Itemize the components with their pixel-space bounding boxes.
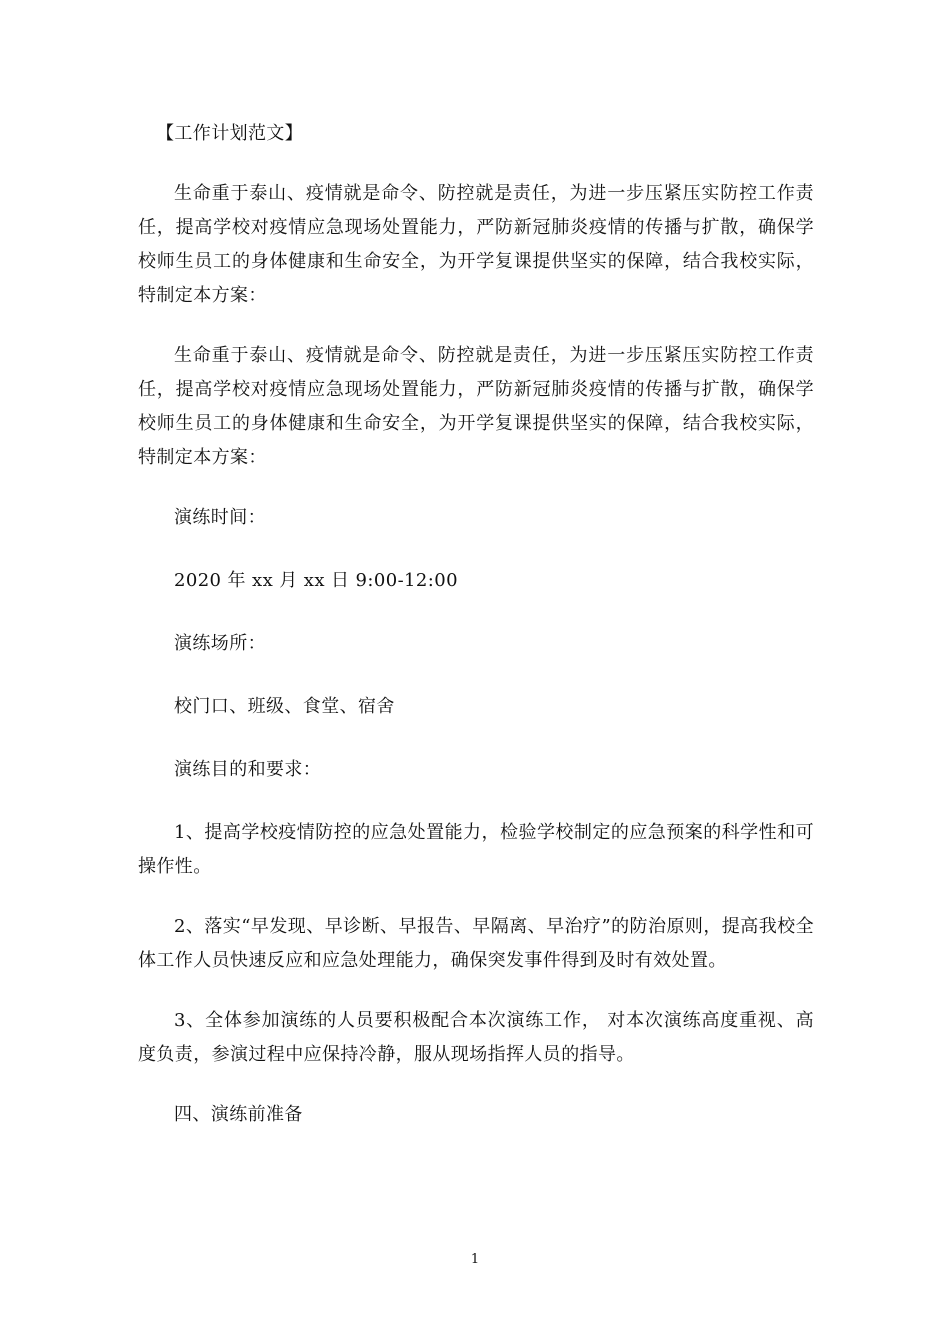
requirement-item-2: 2、落实“早发现、早诊断、早报告、早隔离、早治疗”的防治原则，提高我校全体工作人员快速反应和应急处理能力，确保突发事件得到及时有效处置。	[138, 916, 814, 971]
document-title: 【工作计划范文】	[156, 123, 304, 144]
requirement-item-3: 3、全体参加演练的人员要积极配合本次演练工作， 对本次演练高度重视、高度负责，参演过程中应保持冷静，服从现场指挥人员的指导。	[138, 1010, 814, 1065]
requirement-item-1: 1、提高学校疫情防控的应急处置能力，检验学校制定的应急预案的科学性和可操作性。	[138, 822, 814, 877]
page-number: 1	[470, 1252, 480, 1267]
drill-time-value: 2020 年 xx 月 xx 日 9:00-12:00	[174, 570, 458, 591]
drill-purpose-heading: 演练目的和要求：	[174, 759, 322, 780]
drill-location-heading: 演练场所：	[174, 633, 266, 654]
intro-paragraph-1: 生命重于泰山、疫情就是命令、防控就是责任，为进一步压紧压实防控工作责任，提高学校对疫情应急现场处置能力，严防新冠肺炎疫情的传播与扩散，确保学校师生员工的身体健康和生命安全，为开学复课提供坚实的保障，结合我校实际，特制定本方案：	[138, 183, 814, 306]
drill-time-heading: 演练时间：	[174, 507, 266, 528]
drill-location-value: 校门口、班级、食堂、宿舍	[174, 696, 395, 717]
section-heading-preparation: 四、演练前准备	[174, 1104, 303, 1125]
intro-paragraph-2: 生命重于泰山、疫情就是命令、防控就是责任，为进一步压紧压实防控工作责任，提高学校对疫情应急现场处置能力，严防新冠肺炎疫情的传播与扩散，确保学校师生员工的身体健康和生命安全，为开学复课提供坚实的保障，结合我校实际，特制定本方案：	[138, 345, 814, 468]
document-body	[138, 117, 814, 1161]
